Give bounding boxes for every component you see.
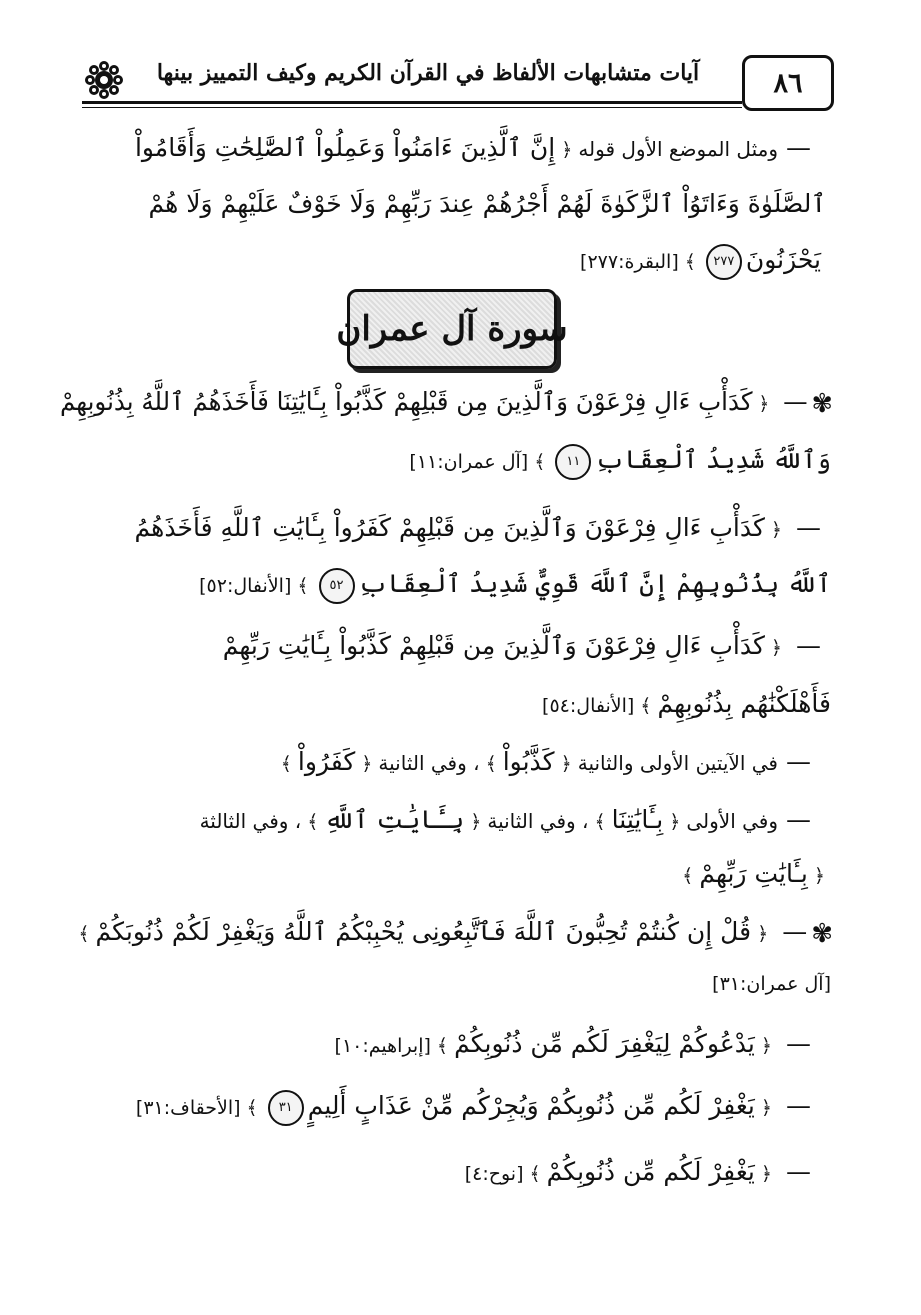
text-line-3 [580,240,821,280]
verse-number-rosette-icon: ٢٧٧ [706,244,742,280]
verse-reference: [الأنفال:٥٢] [199,575,292,597]
intro-text: ومثل الموضع الأول قوله [578,137,778,161]
dash: — [786,1029,811,1058]
verse-text: يَغْفِرْ لَكُم مِّن ذُنُوبِكُمْ وَيُجِرْكُم مِّنْ عَذَابٍ أَلِيمٍ [307,1091,755,1120]
verse-text: قُلْ إِن كُنتُمْ تُحِبُّونَ ٱللَّهَ فَٱتَّبِعُونِى يُحْبِبْكُمُ ٱللَّهُ وَيَغْفِرْ لَكُمْ ذُنُوبَكُمْ [95,917,752,946]
bracket-ornament-icon: ﴾ [682,864,694,887]
surah-title-frame [336,289,568,369]
bracket-ornament-icon: ﴾ [485,752,497,775]
dash: — [786,805,811,834]
bracket-ornament-icon: ﴾ [640,694,652,717]
bracket-ornament-icon: ﴾ [436,1034,449,1057]
text-line-9 [542,684,831,724]
bracket-ornament-icon: ﴿ [757,922,769,945]
bracket-ornament-icon: ﴾ [534,450,546,473]
verse-reference: [البقرة:٢٧٧] [580,251,679,273]
bracket-ornament-icon: ﴿ [669,810,681,833]
text-line-11 [200,800,811,840]
bracket-ornament-icon: ﴾ [78,922,90,945]
verse-text: كَدَأْبِ ءَالِ فِرْعَوْنَ وَٱلَّذِينَ مِن قَبْلِهِمْ كَذَّبُواْ بِـَٔايَٰتِنَا فَأَخَذَهُمُ ٱللَّهُ بِذُنُوبِهِمْ [60,387,753,416]
text-line-5 [409,440,831,480]
text-line-13 [72,912,833,952]
bracket-ornament-icon: ﴿ [560,752,572,775]
text-line-12 [676,854,831,894]
verse-text: وَٱللَّهُ شَدِيدُ ٱلْعِقَابِ [595,445,831,474]
bracket-ornament-icon: ﴿ [561,138,573,161]
text-line-4 [60,382,833,422]
dash: — [786,1157,811,1186]
text-line-16 [136,1086,811,1126]
dash: — [786,1091,811,1120]
text-line-7 [199,564,831,604]
text-line-15 [335,1024,811,1064]
bracket-ornament-icon: ﴿ [770,518,782,541]
bracket-ornament-icon: ﴾ [594,810,606,833]
dash: — [796,513,821,542]
bracket-ornament-icon: ﴾ [280,752,292,775]
page-number: ٨٦ [742,55,834,111]
flower-ornament-icon [84,60,124,100]
note-text: في الآيتين الأولى والثانية [577,751,778,775]
verse-number-rosette-icon: ١١ [555,444,591,480]
bracket-ornament-icon: ﴾ [246,1096,258,1119]
quoted-word: بِـَٔايَٰتِ ٱللَّهِ [324,805,465,834]
quoted-word: كَذَّبُواْ [502,747,555,776]
verse-number-rosette-icon: ٣١ [268,1090,304,1126]
verse-reference: [الأنفال:٥٤] [542,695,635,717]
verse-reference: [آل عمران:١١] [409,451,529,473]
header-rule [82,101,742,108]
text-line-10 [275,742,811,782]
text-line-1 [135,128,811,168]
verse-reference: [الأحقاف:٣١] [135,1097,241,1119]
bracket-ornament-icon: ﴿ [361,752,373,775]
quoted-word: بِـَٔايَٰتِنَا [611,805,664,834]
text-line-8 [223,626,821,666]
bracket-ornament-icon: ﴾ [297,574,309,597]
verse-text: ٱلصَّلَوٰةَ وَءَاتَوُاْ ٱلزَّكَوٰةَ لَهُمْ أَجْرُهُمْ عِندَ رَبِّهِمْ وَلَا خَوْفٌ عَلَيْهِمْ وَلَا هُمْ [148,189,826,218]
bracket-ornament-icon: ﴿ [470,810,482,833]
verse-text: كَدَأْبِ ءَالِ فِرْعَوْنَ وَٱلَّذِينَ مِن قَبْلِهِمْ كَذَّبُواْ بِـَٔايَٰتِ رَبِّهِمْ [222,631,765,660]
bracket-ornament-icon: ﴿ [770,636,782,659]
dash: — [786,133,811,162]
note-text: ، وفي الثالثة [199,809,302,833]
verse-text: يَغْفِرْ لَكُم مِّن ذُنُوبِكُمْ [546,1157,755,1186]
verse-text: إِنَّ ٱلَّذِينَ ءَامَنُواْ وَعَمِلُواْ ٱلصَّٰلِحَٰتِ وَأَقَامُواْ [134,133,556,162]
text-line-14 [712,962,831,1002]
text-line-17 [465,1152,811,1192]
dash: — [783,387,808,416]
verse-reference: [نوح:٤] [464,1163,524,1185]
verse-text: فَأَهْلَكْنَٰهُم بِذُنُوبِهِمْ [657,689,831,718]
dash: — [786,747,811,776]
verse-reference: [آل عمران:٣١] [712,973,831,995]
flower-bullet-icon: ✾ [811,388,833,419]
bracket-ornament-icon: ﴿ [760,1034,772,1057]
bracket-ornament-icon: ﴾ [684,250,696,273]
flower-bullet-icon: ✾ [811,918,833,949]
note-text: ، وفي الثانية [378,751,480,775]
verse-reference: [إبراهيم:١٠] [334,1035,431,1057]
surah-title: سورة آل عمران [336,309,568,349]
note-text: ، وفي الثانية [487,809,589,833]
bracket-ornament-icon: ﴿ [813,864,825,887]
bracket-ornament-icon: ﴿ [758,392,770,415]
quoted-word: كَفَرُواْ [297,747,356,776]
quoted-word: بِـَٔايَٰتِ رَبِّهِمْ [699,859,808,888]
verse-text: يَحْزَنُونَ [745,245,821,274]
bracket-ornament-icon: ﴿ [760,1162,772,1185]
verse-text: يَدْعُوكُمْ لِيَغْفِرَ لَكُم مِّن ذُنُوبِكُمْ [454,1029,755,1058]
verse-number-rosette-icon: ٥٢ [319,568,355,604]
running-header-title: آيات متشابهات الألفاظ في القرآن الكريم وكيف التمييز بينها [156,60,700,86]
bracket-ornament-icon: ﴿ [760,1096,772,1119]
text-line-6 [135,508,821,548]
dash: — [782,917,808,946]
verse-text: كَدَأْبِ ءَالِ فِرْعَوْنَ وَٱلَّذِينَ مِن قَبْلِهِمْ كَفَرُواْ بِـَٔايَٰتِ ٱللَّهِ فَأَخَذَهُمُ [134,513,765,542]
dash: — [796,631,821,660]
text-line-2 [149,184,826,224]
verse-text: ٱللَّهُ بِذُنُوبِهِمْ إِنَّ ٱللَّهَ قَوِيٌّ شَدِيدُ ٱلْعِقَابِ [358,569,831,598]
bracket-ornament-icon: ﴾ [529,1162,541,1185]
note-text: وفي الأولى [686,809,778,833]
bracket-ornament-icon: ﴾ [307,810,319,833]
